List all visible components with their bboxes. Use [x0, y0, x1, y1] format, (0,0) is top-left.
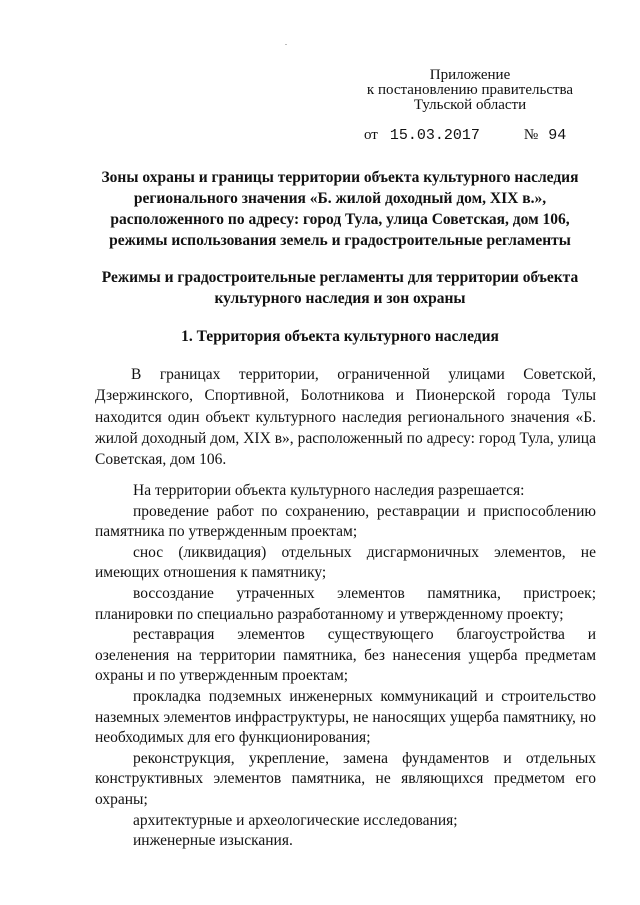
permitted-item: воссоздание утраченных элементов памятника, пристроек; планировки по специально разработанному и утвержденному проекту; [95, 584, 596, 623]
appendix-line-1: Приложение [429, 67, 511, 83]
permitted-section [95, 481, 596, 852]
from-label: от [364, 127, 378, 143]
section-heading: 1. Территория объекта культурного наследия [181, 328, 499, 345]
intro-paragraph: В границах территории, ограниченной улицами Советской, Дзержинского, Спортивной, Болотникова и Пионерской города Тулы находится один объект культурного наследия регионального значения «Б. жилой доходный дом, XIX в», расположенный по адресу: город Тула, улица Советская, дом 106. [95, 366, 596, 469]
title-line: режимы использования земель и градостроительные регламенты [109, 232, 571, 249]
permitted-lead: На территории объекта культурного наследия разрешается: [133, 482, 525, 499]
appendix-line-3: Тульской области [413, 97, 527, 113]
intro-section [95, 364, 596, 470]
permitted-item: архитектурные и археологические исследования; [133, 811, 458, 829]
permitted-item: реставрация элементов существующего благоустройства и озеленения на территории памятника, без нанесения ущерба предметам охраны и по утвержденным проектам; [95, 626, 596, 685]
decree-date: 15.03.2017 [389, 127, 480, 144]
scan-mark [285, 44, 287, 45]
number-label: № [523, 127, 539, 143]
decree-number: 94 [548, 127, 567, 144]
title-line: регионального значения «Б. жилой доходный дом, XIX в.», [133, 190, 547, 207]
subtitle-line: культурного наследия и зон охраны [214, 290, 466, 307]
title-line: расположенного по адресу: город Тула, улица Советская, дом 106, [110, 211, 570, 228]
document-title [90, 167, 590, 251]
permitted-item: прокладка подземных инженерных коммуникаций и строительство наземных элементов инфраструктуры, не наносящих ущерба памятнику, но необходимых для его функционирования; [95, 687, 596, 747]
appendix-block [360, 68, 580, 113]
subtitle-line: Режимы и градостроительные регламенты для территории объекта [101, 269, 579, 286]
permitted-item: реконструкция, укрепление, замена фундаментов и отдельных конструктивных элементов памятника, не являющихся предметом его охраны; [95, 749, 596, 808]
document-subtitle [90, 267, 590, 309]
permitted-item: снос (ликвидация) отдельных дисгармоничных элементов, не имеющих отношения к памятнику; [95, 543, 596, 582]
appendix-line-2: к постановлению правительства [366, 82, 574, 98]
permitted-item: инженерные изыскания. [133, 832, 293, 850]
decree-date-number [364, 127, 566, 144]
title-line: Зоны охраны и границы территории объекта культурного наследия [101, 169, 579, 186]
permitted-item: проведение работ по сохранению, реставрации и приспособлению памятника по утвержденным проектам; [95, 502, 596, 541]
